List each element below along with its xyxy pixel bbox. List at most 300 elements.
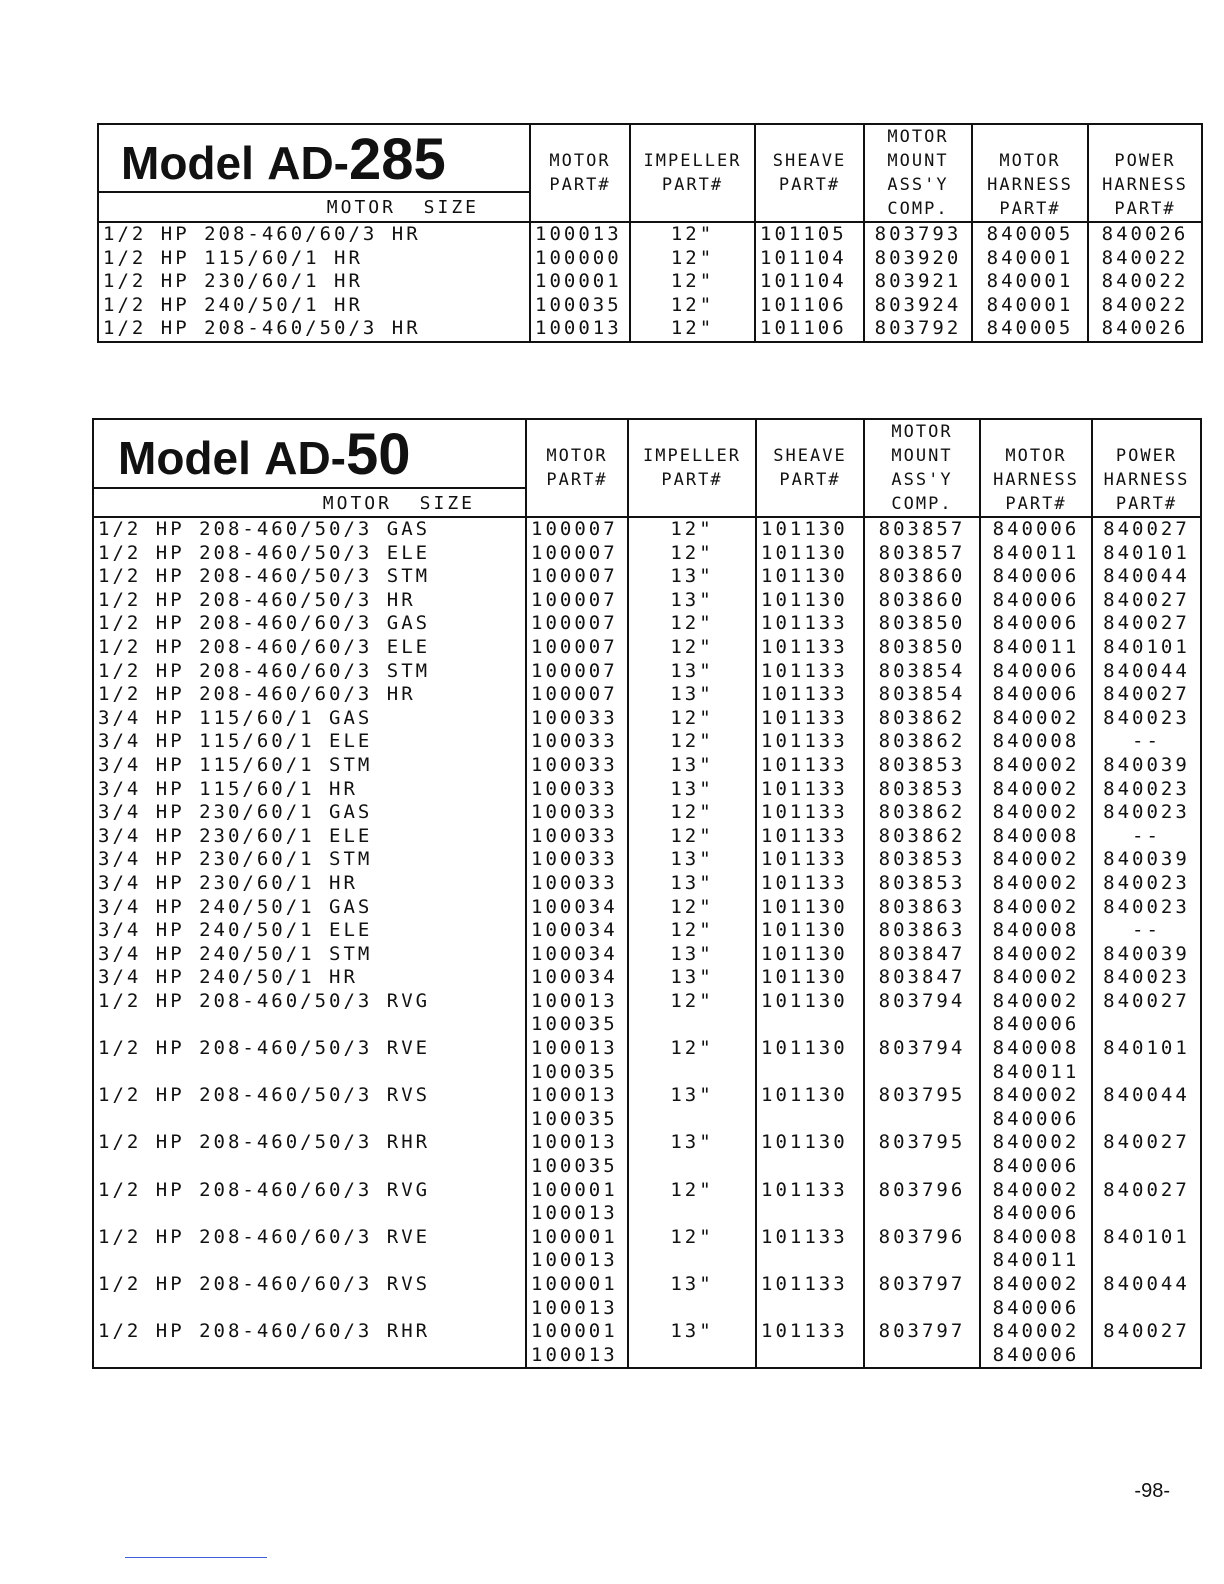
table-row bbox=[98, 247, 1202, 271]
impeller-part-cell: 12" bbox=[628, 801, 756, 825]
motor-part-cell-value: 100007 bbox=[531, 635, 618, 658]
motor-mount-cell: 803850 bbox=[864, 636, 980, 660]
motor-part-cell-value: 100034 bbox=[531, 966, 618, 989]
motor-mount-cell: 803795 bbox=[864, 1131, 980, 1178]
motor-harness-cell bbox=[980, 1131, 1092, 1178]
power-harness-cell: 840027 bbox=[1092, 612, 1201, 636]
table-row bbox=[93, 589, 1201, 613]
power-harness-cell: 840027 bbox=[1092, 1179, 1201, 1226]
motor-harness-cell-value: 840002 bbox=[992, 989, 1080, 1012]
motor-part-cell-value: 100035 bbox=[531, 1107, 618, 1130]
power-harness-cell: 840027 bbox=[1092, 683, 1201, 707]
motor-part-cell-value: 100001 bbox=[531, 1273, 618, 1295]
motor-part-cell bbox=[526, 1037, 628, 1084]
motor-part-cell bbox=[526, 517, 628, 542]
impeller-part-cell: 13" bbox=[628, 1273, 756, 1320]
table-row bbox=[93, 990, 1201, 1037]
motor-part-cell-value: 100034 bbox=[531, 919, 618, 942]
motor-harness-cell bbox=[980, 872, 1092, 896]
impeller-part-cell: 13" bbox=[628, 660, 756, 684]
sheave-part-cell: 101133 bbox=[756, 636, 864, 660]
motor-part-cell bbox=[526, 919, 628, 943]
motor-size-cell: 3/4 HP 240/50/1 STM bbox=[93, 943, 526, 967]
motor-part-cell bbox=[526, 1084, 628, 1131]
model-title-cell bbox=[98, 124, 530, 222]
impeller-part-cell: 12" bbox=[628, 730, 756, 754]
motor-harness-cell-value: 840005 bbox=[986, 223, 1074, 245]
power-harness-cell: 840027 bbox=[1092, 517, 1201, 542]
impeller-part-cell: 12" bbox=[628, 517, 756, 542]
impeller-part-cell: 12" bbox=[628, 825, 756, 849]
table-row bbox=[93, 612, 1201, 636]
motor-harness-cell-value: 840006 bbox=[992, 1155, 1080, 1178]
power-harness-cell: 840027 bbox=[1092, 1320, 1201, 1368]
motor-harness-cell bbox=[980, 660, 1092, 684]
power-harness-cell: -- bbox=[1092, 919, 1201, 943]
motor-mount-cell: 803854 bbox=[864, 660, 980, 684]
motor-part-cell-value: 100033 bbox=[531, 848, 618, 871]
motor-part-cell bbox=[526, 542, 628, 566]
motor-part-cell-value: 100033 bbox=[531, 871, 618, 894]
motor-size-cell: 1/2 HP 208-460/50/3 STM bbox=[93, 565, 526, 589]
sheave-part-cell: 101133 bbox=[756, 660, 864, 684]
motor-mount-cell: 803853 bbox=[864, 778, 980, 802]
table-row bbox=[93, 896, 1201, 920]
motor-mount-cell: 803794 bbox=[864, 1037, 980, 1084]
impeller-part-header: IMPELLER PART# bbox=[628, 419, 756, 517]
sheave-part-cell: 101104 bbox=[755, 247, 864, 271]
sheave-part-cell: 101105 bbox=[755, 222, 864, 247]
motor-harness-cell bbox=[972, 317, 1088, 342]
impeller-part-cell: 13" bbox=[628, 1131, 756, 1178]
table-row bbox=[93, 1131, 1201, 1178]
motor-harness-cell bbox=[980, 1179, 1092, 1226]
motor-harness-cell-value: 840001 bbox=[986, 293, 1074, 316]
table-header-row bbox=[93, 419, 1201, 517]
sheave-part-cell: 101106 bbox=[755, 317, 864, 342]
impeller-part-cell: 13" bbox=[628, 966, 756, 990]
motor-part-cell bbox=[530, 317, 630, 342]
power-harness-cell: 840027 bbox=[1092, 1131, 1201, 1178]
motor-harness-cell-value: 840002 bbox=[992, 1273, 1080, 1295]
power-harness-cell: 840039 bbox=[1092, 848, 1201, 872]
table-row bbox=[93, 754, 1201, 778]
motor-harness-cell-value: 840002 bbox=[992, 777, 1080, 800]
table-row bbox=[93, 1226, 1201, 1273]
motor-size-cell: 1/2 HP 208-460/60/3 STM bbox=[93, 660, 526, 684]
motor-harness-cell bbox=[980, 778, 1092, 802]
sheave-part-cell: 101130 bbox=[756, 589, 864, 613]
motor-part-header: MOTOR PART# bbox=[526, 419, 628, 517]
sheave-part-cell: 101133 bbox=[756, 1179, 864, 1226]
motor-harness-header: MOTOR HARNESS PART# bbox=[972, 124, 1088, 222]
impeller-part-cell: 13" bbox=[628, 1084, 756, 1131]
impeller-part-cell: 13" bbox=[628, 778, 756, 802]
motor-mount-cell: 803794 bbox=[864, 990, 980, 1037]
motor-mount-cell: 803924 bbox=[864, 294, 972, 318]
footnote-rule bbox=[125, 1557, 267, 1558]
motor-part-cell-value: 100013 bbox=[531, 1296, 618, 1319]
model-title-cell bbox=[93, 419, 526, 517]
sheave-part-cell: 101130 bbox=[756, 517, 864, 542]
motor-part-cell bbox=[530, 270, 630, 294]
power-harness-cell: 840101 bbox=[1092, 542, 1201, 566]
sheave-part-cell: 101133 bbox=[756, 754, 864, 778]
table-row bbox=[98, 270, 1202, 294]
motor-harness-cell-value: 840002 bbox=[992, 848, 1080, 871]
sheave-part-cell: 101130 bbox=[756, 966, 864, 990]
motor-harness-cell-value: 840008 bbox=[992, 824, 1080, 847]
motor-mount-cell: 803792 bbox=[864, 317, 972, 342]
motor-mount-cell: 803862 bbox=[864, 801, 980, 825]
motor-part-cell bbox=[526, 801, 628, 825]
parts-table-ad50 bbox=[92, 418, 1202, 1369]
impeller-part-cell: 12" bbox=[630, 247, 755, 271]
motor-harness-cell-value: 840008 bbox=[992, 919, 1080, 942]
table-row bbox=[93, 683, 1201, 707]
motor-part-cell-value: 100013 bbox=[531, 989, 618, 1012]
power-harness-cell: 840044 bbox=[1092, 1273, 1201, 1320]
impeller-part-cell: 13" bbox=[628, 872, 756, 896]
motor-harness-cell bbox=[980, 966, 1092, 990]
power-harness-cell: 840022 bbox=[1088, 270, 1202, 294]
impeller-part-cell: 13" bbox=[628, 589, 756, 613]
motor-part-cell-value: 100001 bbox=[531, 1225, 618, 1248]
table-row bbox=[93, 707, 1201, 731]
impeller-part-cell: 12" bbox=[628, 1226, 756, 1273]
power-harness-cell: -- bbox=[1092, 825, 1201, 849]
sheave-part-cell: 101104 bbox=[755, 270, 864, 294]
motor-part-cell bbox=[526, 778, 628, 802]
impeller-part-cell: 12" bbox=[628, 612, 756, 636]
power-harness-cell: 840023 bbox=[1092, 801, 1201, 825]
motor-harness-cell bbox=[980, 896, 1092, 920]
motor-mount-cell: 803853 bbox=[864, 872, 980, 896]
power-harness-cell: 840026 bbox=[1088, 222, 1202, 247]
motor-mount-cell: 803860 bbox=[864, 565, 980, 589]
motor-part-cell bbox=[530, 247, 630, 271]
motor-part-cell-value: 100033 bbox=[531, 730, 618, 753]
table-row bbox=[93, 801, 1201, 825]
table-row bbox=[93, 730, 1201, 754]
sheave-part-cell: 101133 bbox=[756, 848, 864, 872]
impeller-part-cell: 12" bbox=[630, 222, 755, 247]
motor-part-cell-value: 100001 bbox=[531, 1178, 618, 1201]
power-harness-cell: 840023 bbox=[1092, 707, 1201, 731]
sheave-part-cell: 101106 bbox=[755, 294, 864, 318]
impeller-part-cell: 12" bbox=[628, 707, 756, 731]
impeller-part-cell: 12" bbox=[628, 919, 756, 943]
motor-part-cell bbox=[526, 943, 628, 967]
motor-part-cell-value: 100007 bbox=[531, 565, 618, 588]
table-row bbox=[98, 222, 1202, 247]
motor-harness-cell bbox=[980, 612, 1092, 636]
power-harness-cell: 840039 bbox=[1092, 943, 1201, 967]
sheave-part-cell: 101130 bbox=[756, 565, 864, 589]
motor-part-cell bbox=[526, 1131, 628, 1178]
impeller-part-cell: 12" bbox=[628, 1179, 756, 1226]
power-harness-cell: 840044 bbox=[1092, 565, 1201, 589]
motor-mount-cell: 803857 bbox=[864, 542, 980, 566]
motor-mount-cell: 803857 bbox=[864, 517, 980, 542]
motor-size-cell: 1/2 HP 115/60/1 HR bbox=[98, 247, 530, 271]
motor-mount-cell: 803854 bbox=[864, 683, 980, 707]
power-harness-header: POWER HARNESS PART# bbox=[1092, 419, 1201, 517]
motor-size-cell: 1/2 HP 208-460/60/3 RHR bbox=[93, 1320, 526, 1368]
motor-harness-cell-value: 840008 bbox=[992, 1037, 1080, 1060]
motor-harness-cell-value: 840002 bbox=[992, 966, 1080, 989]
motor-mount-cell: 803793 bbox=[864, 222, 972, 247]
motor-size-cell: 1/2 HP 208-460/50/3 HR bbox=[93, 589, 526, 613]
motor-harness-cell-value: 840011 bbox=[992, 1249, 1080, 1272]
motor-harness-cell-value: 840006 bbox=[992, 612, 1080, 635]
power-harness-cell: 840044 bbox=[1092, 660, 1201, 684]
motor-mount-cell: 803853 bbox=[864, 754, 980, 778]
motor-part-cell-value: 100035 bbox=[531, 1155, 618, 1178]
table-row bbox=[93, 517, 1201, 542]
motor-size-cell: 1/2 HP 208-460/50/3 ELE bbox=[93, 542, 526, 566]
sheave-part-cell: 101130 bbox=[756, 990, 864, 1037]
motor-part-cell bbox=[526, 683, 628, 707]
motor-size-cell: 1/2 HP 208-460/50/3 RVG bbox=[93, 990, 526, 1037]
motor-harness-cell-value: 840002 bbox=[992, 1131, 1080, 1154]
power-harness-cell: 840023 bbox=[1092, 966, 1201, 990]
motor-harness-cell-value: 840002 bbox=[992, 895, 1080, 918]
motor-part-cell-value: 100007 bbox=[531, 683, 618, 706]
motor-harness-cell bbox=[980, 517, 1092, 542]
motor-harness-cell bbox=[980, 589, 1092, 613]
motor-size-cell: 3/4 HP 240/50/1 HR bbox=[93, 966, 526, 990]
power-harness-header: POWER HARNESS PART# bbox=[1088, 124, 1202, 222]
motor-part-cell bbox=[526, 848, 628, 872]
sheave-part-cell: 101133 bbox=[756, 1226, 864, 1273]
motor-part-cell-value: 100034 bbox=[531, 895, 618, 918]
motor-part-cell bbox=[526, 966, 628, 990]
motor-harness-cell-value: 840002 bbox=[992, 1178, 1080, 1201]
sheave-part-cell: 101133 bbox=[756, 872, 864, 896]
motor-harness-cell-value: 840002 bbox=[992, 753, 1080, 776]
motor-harness-cell-value: 840011 bbox=[992, 541, 1080, 564]
impeller-part-cell: 12" bbox=[630, 317, 755, 342]
impeller-part-cell: 13" bbox=[628, 943, 756, 967]
motor-size-cell: 1/2 HP 208-460/60/3 ELE bbox=[93, 636, 526, 660]
motor-harness-cell-value: 840006 bbox=[992, 588, 1080, 611]
sheave-part-cell: 101133 bbox=[756, 1320, 864, 1368]
impeller-part-cell: 13" bbox=[628, 683, 756, 707]
page-number: -98- bbox=[1134, 1480, 1170, 1502]
motor-size-cell: 3/4 HP 240/50/1 GAS bbox=[93, 896, 526, 920]
motor-size-cell: 3/4 HP 115/60/1 HR bbox=[93, 778, 526, 802]
motor-part-cell bbox=[526, 660, 628, 684]
table-row bbox=[98, 317, 1202, 342]
sheave-part-cell: 101133 bbox=[756, 801, 864, 825]
table-row bbox=[93, 872, 1201, 896]
motor-part-cell-value: 100007 bbox=[531, 659, 618, 682]
motor-part-cell-value: 100034 bbox=[531, 942, 618, 965]
impeller-part-cell: 12" bbox=[628, 542, 756, 566]
motor-harness-cell-value: 840008 bbox=[992, 1225, 1080, 1248]
motor-part-cell bbox=[526, 707, 628, 731]
motor-part-cell bbox=[526, 730, 628, 754]
motor-part-cell-value: 100007 bbox=[531, 518, 618, 540]
motor-mount-cell: 803862 bbox=[864, 730, 980, 754]
motor-size-cell: 1/2 HP 208-460/60/3 HR bbox=[93, 683, 526, 707]
motor-size-cell: 3/4 HP 115/60/1 STM bbox=[93, 754, 526, 778]
motor-part-cell-value: 100013 bbox=[531, 1037, 618, 1060]
motor-mount-cell: 803796 bbox=[864, 1226, 980, 1273]
power-harness-cell: 840022 bbox=[1088, 294, 1202, 318]
motor-part-cell bbox=[526, 990, 628, 1037]
table-row bbox=[93, 1273, 1201, 1320]
motor-size-cell: 1/2 HP 208-460/50/3 RVE bbox=[93, 1037, 526, 1084]
impeller-part-cell: 13" bbox=[628, 754, 756, 778]
motor-size-cell: 3/4 HP 240/50/1 ELE bbox=[93, 919, 526, 943]
motor-part-cell-value: 100033 bbox=[531, 753, 618, 776]
motor-part-cell-value: 100007 bbox=[531, 612, 618, 635]
sheave-part-cell: 101133 bbox=[756, 730, 864, 754]
motor-part-cell bbox=[526, 896, 628, 920]
table-row bbox=[93, 778, 1201, 802]
motor-part-cell-value: 100007 bbox=[531, 541, 618, 564]
sheave-part-header: SHEAVE PART# bbox=[755, 124, 864, 222]
motor-harness-cell-value: 840002 bbox=[992, 942, 1080, 965]
motor-part-cell-value: 100013 bbox=[535, 223, 622, 245]
motor-harness-cell-value: 840002 bbox=[992, 801, 1080, 824]
sheave-part-cell: 101130 bbox=[756, 1131, 864, 1178]
motor-size-cell: 3/4 HP 230/60/1 ELE bbox=[93, 825, 526, 849]
motor-harness-cell bbox=[980, 919, 1092, 943]
power-harness-cell: 840101 bbox=[1092, 636, 1201, 660]
motor-harness-cell bbox=[980, 801, 1092, 825]
motor-mount-cell: 803863 bbox=[864, 896, 980, 920]
motor-harness-cell-value: 840001 bbox=[986, 246, 1074, 269]
impeller-part-cell: 12" bbox=[628, 896, 756, 920]
sheave-part-cell: 101130 bbox=[756, 1037, 864, 1084]
motor-part-cell-value: 100035 bbox=[531, 1060, 618, 1083]
motor-part-cell-value: 100001 bbox=[535, 270, 622, 293]
motor-size-cell: 3/4 HP 230/60/1 STM bbox=[93, 848, 526, 872]
motor-part-cell bbox=[526, 565, 628, 589]
motor-mount-cell: 803921 bbox=[864, 270, 972, 294]
motor-harness-cell-value: 840005 bbox=[986, 317, 1074, 340]
table-row bbox=[98, 294, 1202, 318]
table-row bbox=[93, 565, 1201, 589]
motor-part-cell-value: 100001 bbox=[531, 1320, 618, 1343]
motor-part-header: MOTOR PART# bbox=[530, 124, 630, 222]
motor-part-cell bbox=[526, 1320, 628, 1368]
motor-size-cell: 3/4 HP 230/60/1 GAS bbox=[93, 801, 526, 825]
motor-size-cell: 1/2 HP 230/60/1 HR bbox=[98, 270, 530, 294]
sheave-part-cell: 101130 bbox=[756, 919, 864, 943]
power-harness-cell: 840023 bbox=[1092, 778, 1201, 802]
motor-size-cell: 1/2 HP 208-460/50/3 RVS bbox=[93, 1084, 526, 1131]
motor-size-cell: 3/4 HP 115/60/1 ELE bbox=[93, 730, 526, 754]
motor-mount-cell: 803797 bbox=[864, 1273, 980, 1320]
motor-part-cell-value: 100033 bbox=[531, 801, 618, 824]
sheave-part-cell: 101133 bbox=[756, 825, 864, 849]
motor-mount-cell: 803863 bbox=[864, 919, 980, 943]
motor-part-cell bbox=[526, 612, 628, 636]
motor-part-cell-value: 100013 bbox=[531, 1084, 618, 1107]
motor-size-cell: 3/4 HP 230/60/1 HR bbox=[93, 872, 526, 896]
motor-harness-cell-value: 840001 bbox=[986, 270, 1074, 293]
motor-part-cell-value: 100035 bbox=[531, 1013, 618, 1036]
motor-mount-cell: 803920 bbox=[864, 247, 972, 271]
motor-harness-cell bbox=[980, 825, 1092, 849]
motor-size-cell: 1/2 HP 208-460/60/3 RVE bbox=[93, 1226, 526, 1273]
impeller-part-cell: 12" bbox=[628, 636, 756, 660]
sheave-part-cell: 101130 bbox=[756, 896, 864, 920]
table-row bbox=[93, 919, 1201, 943]
power-harness-cell: 840027 bbox=[1092, 589, 1201, 613]
parts-table-ad285 bbox=[97, 123, 1203, 343]
impeller-part-cell: 13" bbox=[628, 565, 756, 589]
impeller-part-cell: 12" bbox=[630, 270, 755, 294]
motor-mount-cell: 803796 bbox=[864, 1179, 980, 1226]
motor-mount-cell: 803862 bbox=[864, 707, 980, 731]
motor-harness-cell-value: 840011 bbox=[992, 1060, 1080, 1083]
motor-part-cell bbox=[526, 1179, 628, 1226]
parts-table-body bbox=[98, 222, 1202, 342]
motor-harness-cell bbox=[980, 1320, 1092, 1368]
motor-mount-cell: 803862 bbox=[864, 825, 980, 849]
motor-harness-cell bbox=[980, 1226, 1092, 1273]
motor-part-cell bbox=[526, 825, 628, 849]
power-harness-cell: 840026 bbox=[1088, 317, 1202, 342]
table-row bbox=[93, 636, 1201, 660]
sheave-part-header: SHEAVE PART# bbox=[756, 419, 864, 517]
motor-harness-cell bbox=[972, 247, 1088, 271]
sheave-part-cell: 101133 bbox=[756, 612, 864, 636]
motor-harness-cell bbox=[980, 707, 1092, 731]
motor-part-cell-value: 100013 bbox=[535, 317, 622, 340]
table-row bbox=[93, 542, 1201, 566]
motor-part-cell-value: 100035 bbox=[535, 293, 622, 316]
motor-part-cell-value: 100000 bbox=[535, 246, 622, 269]
motor-harness-cell bbox=[980, 754, 1092, 778]
power-harness-cell: 840101 bbox=[1092, 1226, 1201, 1273]
motor-part-cell bbox=[526, 1273, 628, 1320]
impeller-part-cell: 13" bbox=[628, 1320, 756, 1368]
motor-harness-cell bbox=[980, 542, 1092, 566]
motor-part-cell-value: 100013 bbox=[531, 1131, 618, 1154]
motor-harness-cell bbox=[980, 990, 1092, 1037]
motor-size-cell: 1/2 HP 208-460/50/3 HR bbox=[98, 317, 530, 342]
power-harness-cell: 840044 bbox=[1092, 1084, 1201, 1131]
motor-part-cell-value: 100033 bbox=[531, 706, 618, 729]
motor-harness-cell-value: 840006 bbox=[992, 659, 1080, 682]
table-row bbox=[93, 825, 1201, 849]
motor-harness-cell bbox=[980, 1084, 1092, 1131]
impeller-part-cell: 12" bbox=[628, 990, 756, 1037]
sheave-part-cell: 101133 bbox=[756, 1273, 864, 1320]
motor-harness-cell-value: 840006 bbox=[992, 1107, 1080, 1130]
motor-harness-cell-value: 840011 bbox=[992, 635, 1080, 658]
motor-mount-header: MOTOR MOUNT ASS'Y COMP. bbox=[864, 419, 980, 517]
motor-mount-cell: 803847 bbox=[864, 966, 980, 990]
motor-size-header: MOTOR SIZE bbox=[94, 487, 525, 516]
motor-size-cell: 1/2 HP 208-460/50/3 RHR bbox=[93, 1131, 526, 1178]
motor-part-cell-value: 100013 bbox=[531, 1343, 618, 1366]
table-row bbox=[93, 966, 1201, 990]
impeller-part-cell: 13" bbox=[628, 848, 756, 872]
motor-harness-cell-value: 840002 bbox=[992, 871, 1080, 894]
motor-harness-cell bbox=[980, 730, 1092, 754]
impeller-part-cell: 12" bbox=[630, 294, 755, 318]
motor-part-cell-value: 100013 bbox=[531, 1249, 618, 1272]
motor-size-header: MOTOR SIZE bbox=[99, 191, 529, 221]
motor-harness-cell-value: 840008 bbox=[992, 730, 1080, 753]
